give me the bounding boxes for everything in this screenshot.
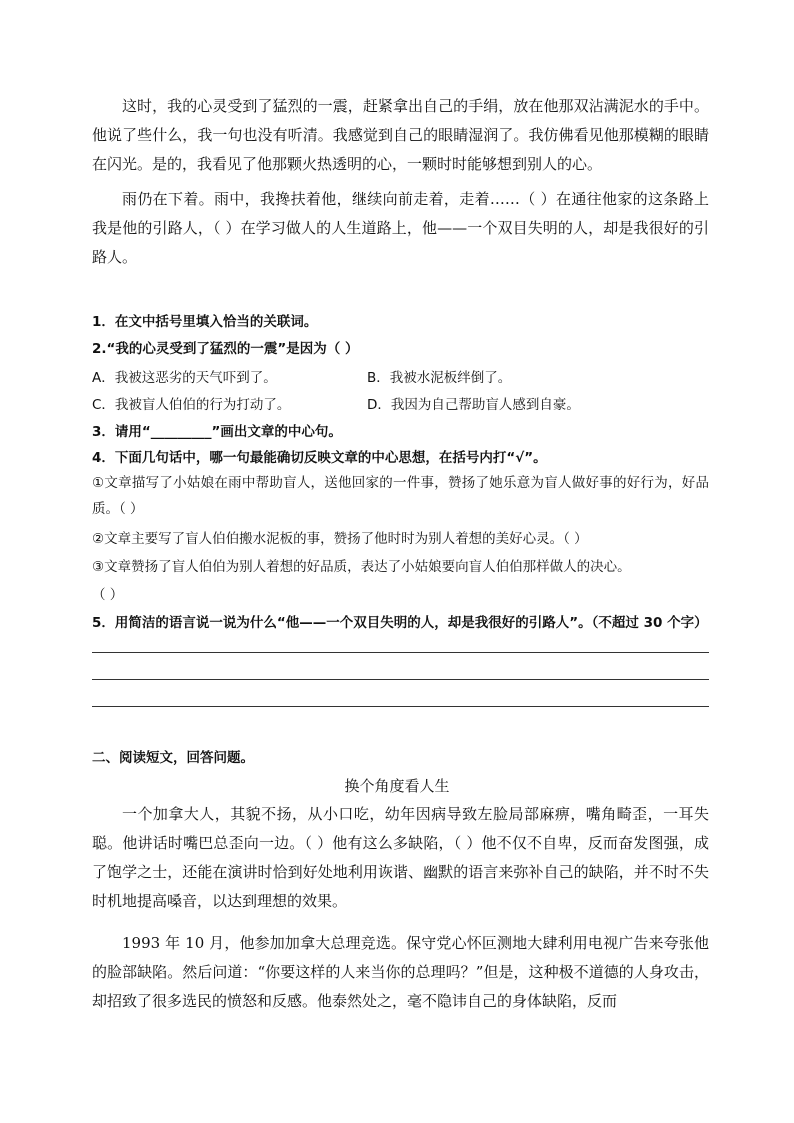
answer-line-2[interactable] [92,679,709,680]
answer-line-3[interactable] [92,706,709,707]
question-4-item-2: ②文章主要写了盲人伯伯搬水泥板的事，赞扬了他时时为别人着想的美好心灵。（ ） [92,531,588,547]
article-title: 换个角度看人生 [344,777,450,795]
question-4-item-1: ①文章描写了小姑娘在雨中帮助盲人，送他回家的一件事，赞扬了她乐意为盲人做好事的好行为，好品质。（ ） [92,475,709,517]
option-b[interactable]: B．我被水泥板绊倒了。 [367,370,512,386]
question-4-item-3-bracket[interactable]: （ ） [92,587,124,603]
article-paragraph-2: 1993 年 10 月，他参加加拿大总理竞选。保守党心怀叵测地大肆利用电视广告来夸张他的脸部缺陷。然后问道：“你要这样的人来当你的总理吗？”但是，这种极不道德的人身攻击，却招致了很多选民的愤怒和反感。他泰然处之，毫不隐讳自己的身体缺陷，反而 [92,934,709,1010]
question-2: 2.“我的心灵受到了猛烈的一震”是因为（ ） [92,341,359,357]
article-paragraph-1: 一个加拿大人，其貌不扬，从小口吃，幼年因病导致左脸局部麻痹，嘴角畸歪，一耳失聪。他讲话时嘴巴总歪向一边。（ ）他有这么多缺陷，（ ）他不仅不自卑，反而奋发图强，成了饱学之士，还能在演讲时恰到好处地利用诙谐、幽默的语言来弥补自己的缺陷，并不时不失时机地提高嗓音，以达到理想的效果。 [92,805,709,910]
option-a[interactable]: A．我被这恶劣的天气吓到了。 [92,370,277,386]
question-3: 3．请用“_________”画出文章的中心句。 [92,424,342,440]
question-4: 4．下面几句话中，哪一句最能确切反映文章的中心思想，在括号内打“√”。 [92,450,547,466]
passage-paragraph-1: 这时，我的心灵受到了猛烈的一震，赶紧拿出自己的手绢，放在他那双沾满泥水的手中。他说了些什么，我一句也没有听清。我感觉到自己的眼睛湿润了。我仿佛看见他那模糊的眼睛在闪光。是的，我看见了他那颗火热透明的心，一颗时时能够想到别人的心。 [92,97,709,173]
question-2-options-row-2 [92,393,709,413]
question-5: 5．用简洁的语言说一说为什么“他——一个双目失明的人，却是我很好的引路人”。（不超过 30 个字） [92,615,708,631]
question-1: 1．在文中括号里填入恰当的关联词。 [92,314,318,330]
answer-line-1[interactable] [92,652,709,653]
question-4-item-3: ③文章赞扬了盲人伯伯为别人着想的好品质，表达了小姑娘要向盲人伯伯那样做人的决心。 [92,559,631,575]
option-d[interactable]: D．我因为自己帮助盲人感到自豪。 [367,397,580,413]
passage-paragraph-2: 雨仍在下着。雨中，我搀扶着他，继续向前走着，走着……（ ）在通往他家的这条路上我是他的引路人，（ ）在学习做人的人生道路上，他——一个双目失明的人，却是我很好的引路人。 [92,190,709,266]
section-2-heading: 二、阅读短文，回答问题。 [92,750,254,766]
question-2-options-row-1 [92,366,709,386]
option-c[interactable]: C．我被盲人伯伯的行为打动了。 [92,397,291,413]
